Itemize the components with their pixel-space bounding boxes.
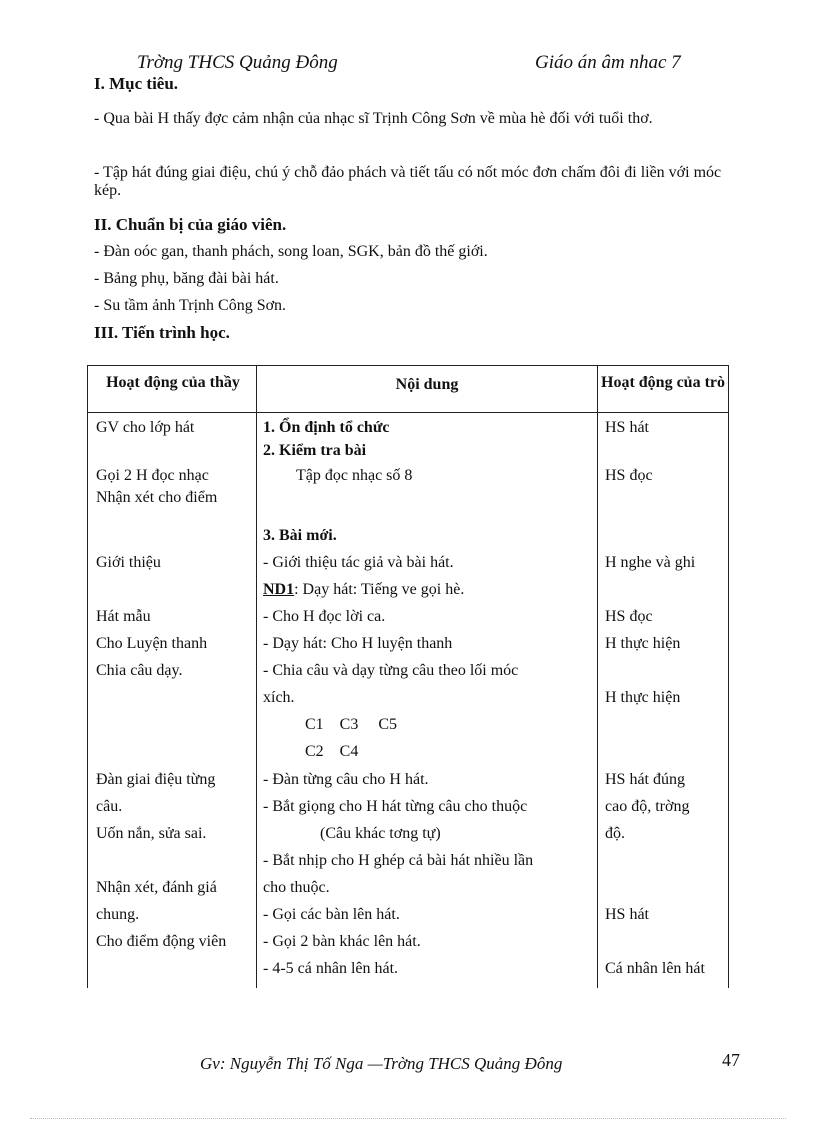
teacher-activity: Giới thiệu <box>96 554 161 571</box>
objective-2: - Tập hát đúng giai điệu, chú ý chỗ đảo phách và tiết tấu có nốt móc đơn chấm đôi đi liền với móc kép. <box>94 164 722 199</box>
prep-item-1: - Đàn oóc gan, thanh phách, song loan, SGK, bản đồ thế giới. <box>94 243 488 260</box>
content-line: cho thuộc. <box>263 879 330 896</box>
teacher-activity: Nhận xét, đánh giá <box>96 879 217 896</box>
student-activity: HS đọc <box>605 608 653 625</box>
lesson-table <box>87 365 729 988</box>
process-heading: III. Tiến trình học. <box>94 323 230 342</box>
content-section-2: 2. Kiểm tra bài <box>263 442 367 459</box>
teacher-activity: Đàn giai điệu từng <box>96 771 216 788</box>
student-activity: H nghe và ghi <box>605 554 696 571</box>
teacher-activity: Cho điểm động viên <box>96 933 227 950</box>
content-line: (Câu khác tơng tự) <box>320 825 441 842</box>
page-bottom-divider <box>30 1118 786 1119</box>
nd1-label: ND1 <box>263 581 295 598</box>
content-nd1 <box>263 580 464 600</box>
prep-item-2: - Bảng phụ, băng đài bài hát. <box>94 270 279 287</box>
student-activity: Cá nhân lên hát <box>605 960 705 977</box>
student-activity: H thực hiện <box>605 689 681 706</box>
header-school: Trờng THCS Quảng Đông <box>137 52 338 73</box>
content-line: - Dạy hát: Cho H luyện thanh <box>263 635 453 652</box>
content-line: - 4-5 cá nhân lên hát. <box>263 960 399 977</box>
objectives-heading: I. Mục tiêu. <box>94 74 179 93</box>
student-activity: HS đọc <box>605 467 653 484</box>
student-activity: HS hát <box>605 906 649 923</box>
content-line: - Đàn từng câu cho H hát. <box>263 771 429 788</box>
content-line: xích. <box>263 689 295 706</box>
teacher-activity: Uốn nắn, sửa sai. <box>96 825 207 842</box>
teacher-activity: Cho Luyện thanh <box>96 635 208 652</box>
teacher-activity: câu. <box>96 798 123 815</box>
content-line: - Bắt nhịp cho H ghép cả bài hát nhiều lần <box>263 852 534 869</box>
column-divider <box>597 366 598 988</box>
student-activity: cao độ, trờng <box>605 798 690 815</box>
student-activity: H thực hiện <box>605 635 681 652</box>
teacher-activity: Chia câu dạy. <box>96 662 183 679</box>
header-teacher-activity: Hoạt động của thầy <box>106 374 240 391</box>
content-intro: - Giới thiệu tác giả và bài hát. <box>263 554 454 571</box>
content-reading: Tập đọc nhạc số 8 <box>296 467 413 484</box>
header-subject: Giáo án âm nhac 7 <box>535 52 681 73</box>
content-line: - Gọi các bàn lên hát. <box>263 906 400 923</box>
student-activity: độ. <box>605 825 625 842</box>
footer-author: Gv: Nguyễn Thị Tố Nga —Trờng THCS Quảng Đông <box>200 1054 563 1073</box>
content-sentences-row-2: C2 C4 <box>305 743 359 760</box>
content-section-1: 1. Ổn định tổ chức <box>263 419 390 436</box>
teacher-activity: Nhận xét cho điểm <box>96 489 218 506</box>
header-content: Nội dung <box>395 376 459 393</box>
content-line: - Chia câu và dạy từng câu theo lối móc <box>263 662 519 679</box>
teacher-activity: chung. <box>96 906 140 923</box>
header-row-divider <box>88 412 728 413</box>
column-divider <box>256 366 257 988</box>
teacher-activity: Hát mẫu <box>96 608 151 625</box>
content-sentences-row-1: C1 C3 C5 <box>305 716 398 733</box>
preparation-heading: II. Chuẩn bị của giáo viên. <box>94 215 287 234</box>
nd1-text: : Dạy hát: Tiếng ve gọi hè. <box>294 581 465 598</box>
page-number: 47 <box>722 1050 740 1070</box>
content-section-3: 3. Bài mới. <box>263 527 337 544</box>
content-line: - Cho H đọc lời ca. <box>263 608 386 625</box>
header-student-activity: Hoạt động của trò <box>601 374 725 391</box>
objective-1: - Qua bài H thấy đợc cảm nhận của nhạc sĩ Trịnh Công Sơn về mùa hè đối với tuổi thơ. <box>94 110 653 127</box>
teacher-activity: GV cho lớp hát <box>96 419 195 436</box>
content-line: - Gọi 2 bàn khác lên hát. <box>263 933 421 950</box>
content-line: - Bắt giọng cho H hát từng câu cho thuộc <box>263 798 528 815</box>
student-activity: HS hát <box>605 419 649 436</box>
prep-item-3: - Su tầm ảnh Trịnh Công Sơn. <box>94 297 287 314</box>
student-activity: HS hát đúng <box>605 771 685 788</box>
teacher-activity: Gọi 2 H đọc nhạc <box>96 467 209 484</box>
